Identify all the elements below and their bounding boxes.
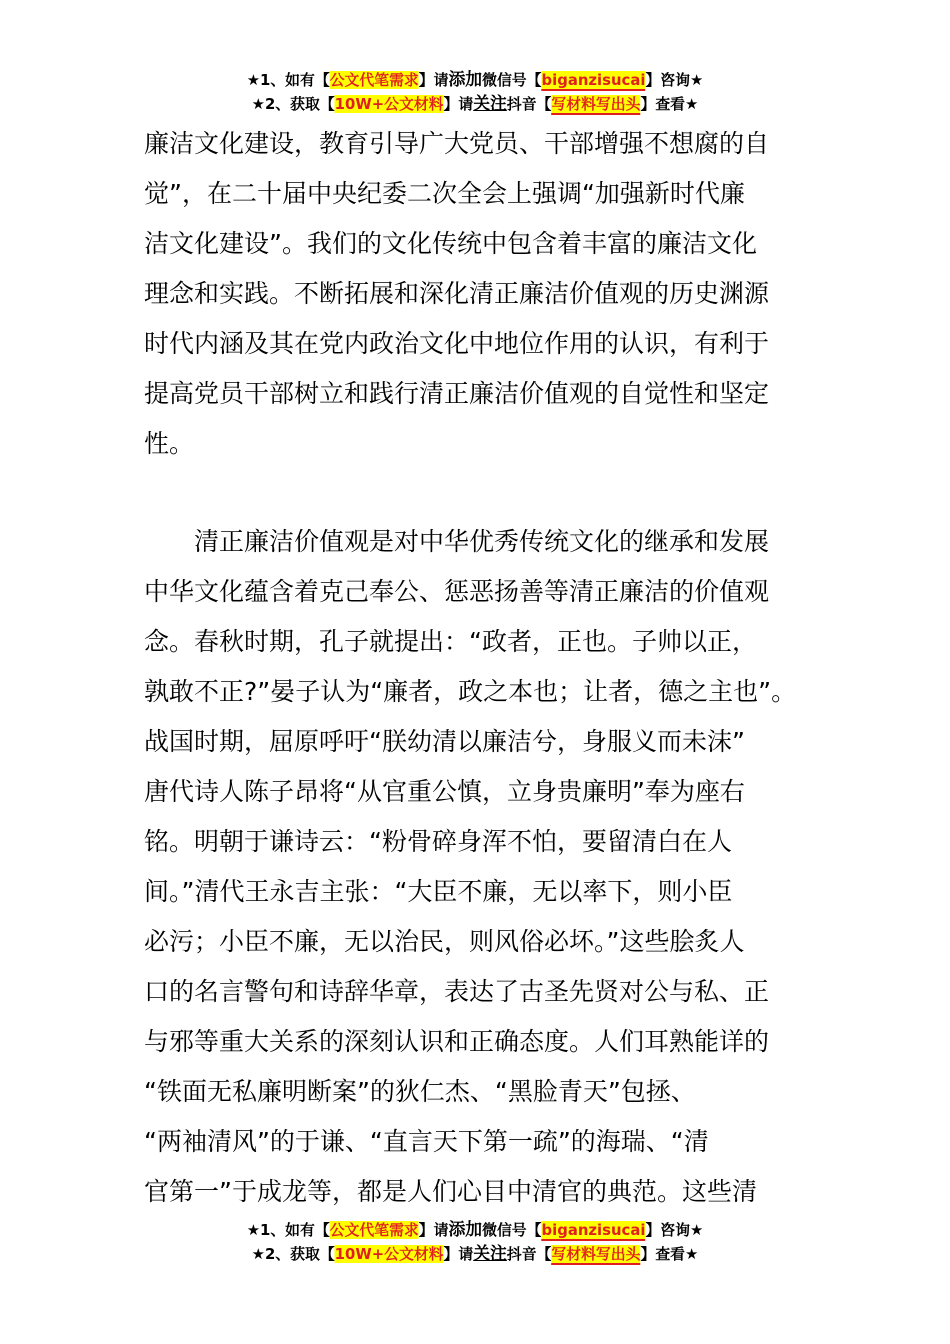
body-line: 念。春秋时期，孔子就提出：“政者，正也。子帅以正， bbox=[144, 627, 757, 656]
body-line: 廉洁文化建设，教育引导广大党员、干部增强不想腐的自 bbox=[144, 129, 770, 158]
banner-text: 微信号【 bbox=[482, 1221, 542, 1239]
body-line: 性。 bbox=[144, 429, 195, 458]
body-line: “铁面无私廉明断案”的狄仁杰、“黑脸青天”包拯、 bbox=[144, 1077, 696, 1106]
body-line: 必污；小臣不廉，无以治民，则风俗必坏。”这些脍炙人 bbox=[144, 927, 745, 956]
banner-text: 添加 bbox=[448, 70, 483, 90]
banner-text: 关注 bbox=[473, 1244, 507, 1264]
header-banner-line-2 bbox=[5, 93, 945, 115]
banner-text: 】查看★ bbox=[640, 1245, 699, 1263]
banner-text: 抖音【 bbox=[506, 1245, 552, 1263]
wechat-id-highlight: biganzisucai bbox=[541, 1221, 646, 1239]
body-line: 理念和实践。不断拓展和深化清正廉洁价值观的历史渊源 bbox=[144, 279, 770, 308]
body-line: 间。”清代王永吉主张：“大臣不廉，无以率下，则小臣 bbox=[144, 877, 733, 906]
banner-highlight: 10W+公文材料 bbox=[334, 95, 444, 113]
body-line: 铭。明朝于谦诗云：“粉骨碎身浑不怕，要留清白在人 bbox=[144, 827, 732, 856]
body-line: 中华文化蕴含着克己奉公、惩恶扬善等清正廉洁的价值观 bbox=[144, 577, 770, 606]
body-line: 战国时期，屈原呼吁“朕幼清以廉洁兮，身服义而未沫” bbox=[144, 727, 745, 756]
douyin-highlight: 写材料写出头 bbox=[551, 95, 641, 113]
body-line: 觉”，在二十届中央纪委二次全会上强调“加强新时代廉 bbox=[144, 179, 745, 208]
body-line: 唐代诗人陈子昂将“从官重公慎，立身贵廉明”奉为座右 bbox=[144, 777, 745, 806]
banner-text: 】请 bbox=[443, 95, 474, 113]
banner-text: 关注 bbox=[473, 94, 507, 114]
banner-text: 】查看★ bbox=[640, 95, 699, 113]
footer-banner-line-2 bbox=[5, 1243, 945, 1265]
footer-banner-line-1 bbox=[5, 1219, 945, 1241]
body-line: 与邪等重大关系的深刻认识和正确态度。人们耳熟能详的 bbox=[144, 1027, 770, 1056]
body-line: 提高党员干部树立和践行清正廉洁价值观的自觉性和坚定 bbox=[144, 379, 770, 408]
body-line: 口的名言警句和诗辞华章，表达了古圣先贤对公与私、正 bbox=[144, 977, 770, 1006]
douyin-highlight: 写材料写出头 bbox=[551, 1245, 641, 1263]
body-line: 孰敢不正?”晏子认为“廉者，政之本也；让者，德之主也”。 bbox=[144, 677, 797, 706]
banner-highlight: 公文代笔需求 bbox=[329, 1221, 419, 1239]
body-line: “两袖清风”的于谦、“直言天下第一疏”的海瑞、“清 bbox=[144, 1127, 709, 1156]
banner-text: 】请 bbox=[443, 1245, 474, 1263]
banner-text: ★1、如有【 bbox=[246, 71, 330, 89]
header-banner-line-1 bbox=[5, 69, 945, 91]
body-line: 洁文化建设”。我们的文化传统中包含着丰富的廉洁文化 bbox=[144, 229, 757, 258]
body-line: 清正廉洁价值观是对中华优秀传统文化的继承和发展 bbox=[144, 527, 770, 556]
banner-text: ★1、如有【 bbox=[246, 1221, 330, 1239]
banner-text: ★2、获取【 bbox=[251, 95, 335, 113]
body-line: 官第一”于成龙等，都是人们心目中清官的典范。这些清 bbox=[144, 1177, 757, 1206]
banner-text: 添加 bbox=[448, 1220, 483, 1240]
body-line: 时代内涵及其在党内政治文化中地位作用的认识，有利于 bbox=[144, 329, 770, 358]
banner-text: 】请 bbox=[418, 71, 449, 89]
banner-text: 】请 bbox=[418, 1221, 449, 1239]
banner-text: 微信号【 bbox=[482, 71, 542, 89]
banner-highlight: 10W+公文材料 bbox=[334, 1245, 444, 1263]
banner-text: 】咨询★ bbox=[645, 71, 704, 89]
banner-text: 】咨询★ bbox=[645, 1221, 704, 1239]
banner-text: 抖音【 bbox=[506, 95, 552, 113]
wechat-id-highlight: biganzisucai bbox=[541, 71, 646, 89]
banner-highlight: 公文代笔需求 bbox=[329, 71, 419, 89]
banner-text: ★2、获取【 bbox=[251, 1245, 335, 1263]
